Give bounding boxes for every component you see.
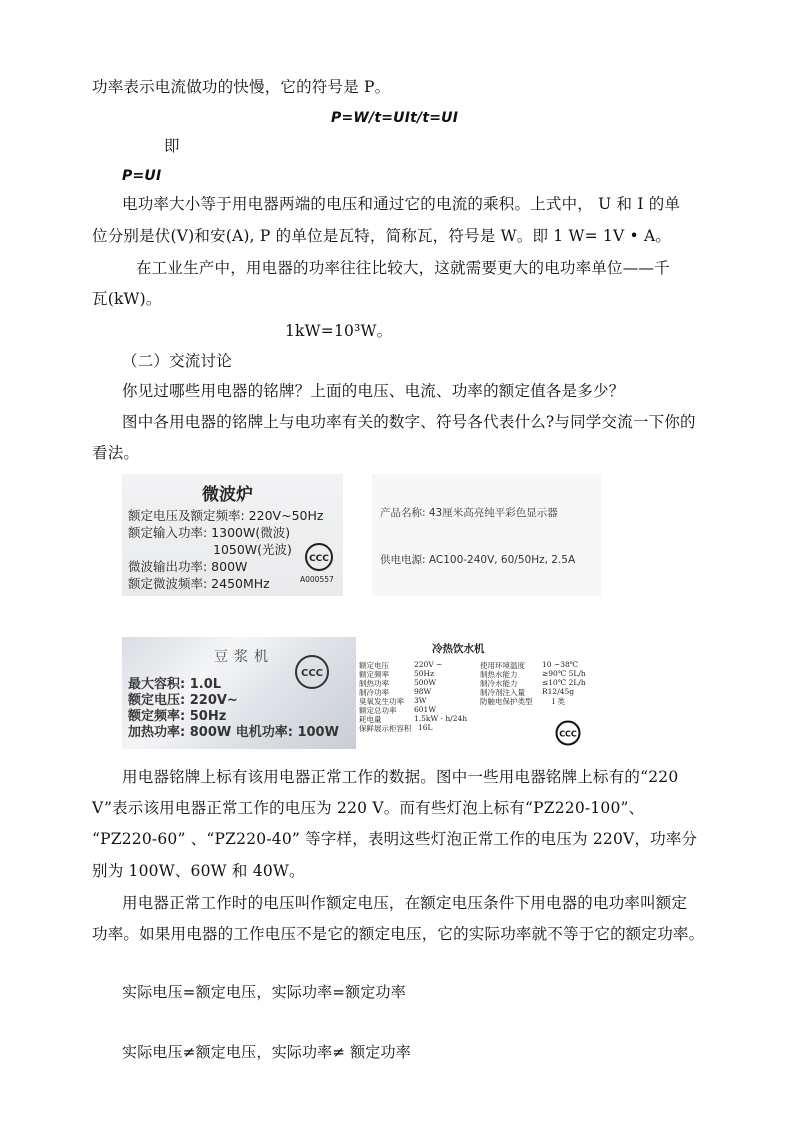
monitor-power-supply: 供电电源: AC100-240V, 60/50Hz, 2.5A [380,554,576,566]
microwave-nameplate [122,474,343,596]
dispenser-value: ≥90℃ 5L/h [542,669,586,678]
soymilk-line: 最大容积: 1.0L [128,677,222,692]
microwave-line: 额定输入功率: 1300W(微波) [128,525,291,540]
question-2-line-1: 图中各用电器的铭牌上与电功率有关的数字、符号各代表什么?与同学交流一下你的 [122,413,696,431]
dispenser-value: 98W [414,687,432,696]
section-heading: （二）交流讨论 [122,352,232,370]
question-1: 你见过哪些用电器的铭牌？上面的电压、电流、功率的额定值各是多少？ [122,382,625,400]
dispenser-value: 500W [414,678,437,687]
dispenser-value: 1.5kW · h/24h [414,714,468,723]
paragraph-3-line-3: “PZ220-60” 、“PZ220-40” 等字样，表明这些灯泡正常工作的电压为 220V，功率分 [92,830,698,848]
paragraph-1-line-2: 位分别是伏(V)和安(A), P 的单位是瓦特，简称瓦，符号是 W。即 1 W= 1V • A。 [92,227,672,245]
intro-text: 功率表示电流做功的快慢，它的符号是 P。 [92,78,391,96]
soymilk-line: 额定频率: 50Hz [128,709,227,724]
ccc-certification-logo [304,542,334,572]
microwave-line: 微波输出功率: 800W [128,559,248,574]
dispenser-label: 制热功率 [359,679,389,688]
microwave-line: 1050W(光波) [213,542,292,557]
svg-text:CCC: CCC [309,554,329,564]
dispenser-value: 16L [418,723,433,732]
certificate-number: A000557 [300,575,334,584]
dispenser-label: 制热水能力 [480,670,518,679]
formula-p-ui: P=UI [122,168,162,184]
dispenser-label: 额定电压 [359,661,389,670]
dispenser-value: 50Hz [414,669,435,678]
paragraph-1-line-1: 电功率大小等于用电器两端的电压和通过它的电流的乘积。上式中， U 和 I 的单 [122,195,681,213]
dispenser-title: 冷热饮水机 [432,643,485,655]
dispenser-label: 制冷剂注入量 [480,688,525,697]
dispenser-value: ≤10℃ 2L/h [542,678,586,687]
microwave-line: 额定电压及额定频率: 220V~50Hz [128,508,324,523]
paragraph-4-line-2: 功率。如果用电器的工作电压不是它的额定电压，它的实际功率就不等于它的额定功率。 [92,925,705,943]
soymilk-line: 额定电压: 220V~ [128,693,238,708]
dispenser-label: 额定频率 [359,670,389,679]
dispenser-label: 使用环境温度 [480,661,525,670]
soymilk-title: 豆浆机 [214,649,274,665]
paragraph-3-line-1: 用电器铭牌上标有该用电器正常工作的数据。图中一些用电器铭牌上标有的“220 [122,768,679,786]
dispenser-label: 保鲜展示柜容积 [359,724,412,733]
question-2-line-2: 看法。 [92,444,140,462]
dispenser-value: 10 ~38℃ [542,660,579,669]
unequal-condition: 实际电压≠额定电压，实际功率≠ 额定功率 [122,1043,411,1061]
paragraph-3-line-4: 别为 100W、60W 和 40W。 [92,862,305,880]
dispenser-label: 额定总功率 [359,706,397,715]
dispenser-value: R12/45g [542,687,575,696]
paragraph-2-line-1: 在工业生产中，用电器的功率往往比较大，这就需要更大的电功率单位——千 [136,259,670,277]
dispenser-value: 3W [414,696,427,705]
formula-p-w-t: P=W/t=UIt/t=UI [331,110,459,126]
dispenser-value: 220V ~ [414,660,443,669]
dispenser-label: 防触电保护类型 [480,697,533,706]
dispenser-label: 制冷水能力 [480,679,518,688]
soymilk-line: 加热功率: 800W 电机功率: 100W [128,725,339,740]
paragraph-2-line-2: 瓦(kW)。 [92,290,162,308]
svg-text:CCC: CCC [559,729,577,739]
paragraph-3-line-2: V”表示该用电器正常工作的电压为 220 V。而有些灯泡上标有“PZ220-100”、 [92,799,645,817]
svg-text:CCC: CCC [300,668,324,679]
microwave-line: 额定微波频率: 2450MHz [128,576,270,591]
dispenser-label: 制冷功率 [359,688,389,697]
soymilk-machine-nameplate [122,637,356,749]
paragraph-4-line-1: 用电器正常工作时的电压叫作额定电压，在额定电压条件下用电器的电功率叫额定 [122,894,688,912]
kw-equation: 1kW=10³W。 [285,322,393,340]
monitor-nameplate [372,474,601,596]
water-dispenser-nameplate [356,637,599,749]
microwave-title: 微波炉 [202,485,253,505]
ccc-certification-logo [555,720,581,746]
equal-condition: 实际电压=额定电压，实际功率=额定功率 [122,983,406,1001]
dispenser-label: 耗电量 [359,715,382,724]
ji-text: 即 [164,137,180,155]
ccc-certification-logo [294,654,330,690]
dispenser-label: 臭氧发生功率 [359,697,404,706]
monitor-product-name: 产品名称: 43厘米高亮纯平彩色显示器 [380,507,558,519]
dispenser-value: 601W [414,705,437,714]
dispenser-value: I 类 [552,697,565,706]
